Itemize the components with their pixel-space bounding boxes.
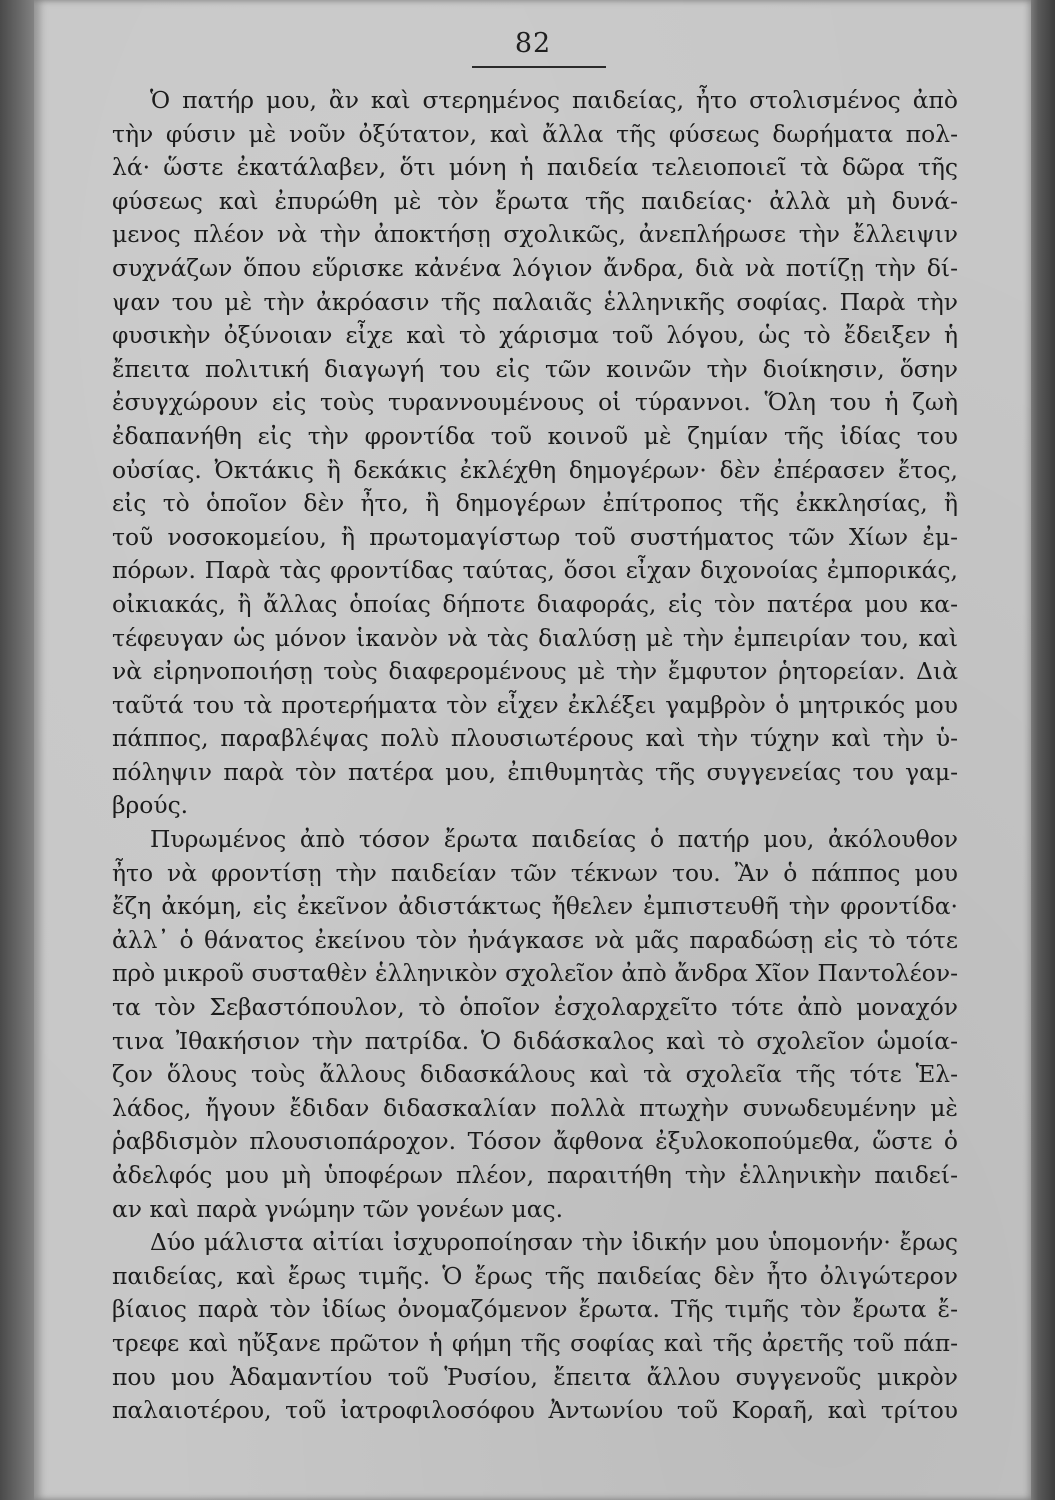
scan-left-edge: [0, 0, 38, 1500]
text-line: τα τὸν Σεβαστόπουλον, τὸ ὁποῖον ἐσχολαρχεῖτο τότε ἀπὸ μοναχόν: [112, 993, 958, 1022]
text-line: ζον ὅλους τοὺς ἄλλους διδασκάλους καὶ τὰ σχολεῖα τῆς τότε Ἑλ-: [112, 1060, 958, 1089]
text-line: πρὸ μικροῦ συσταθὲν ἑλληνικὸν σχολεῖον ἀπὸ ἄνδρα Χῖον Παντολέον-: [112, 959, 958, 988]
text-line: Δύο μάλιστα αἰτίαι ἰσχυροποίησαν τὴν ἰδικήν μου ὑπομονήν· ἔρως: [150, 1228, 958, 1257]
text-line: μενος πλέον νὰ τὴν ἀποκτήσῃ σχολικῶς, ἀνεπλήρωσε τὴν ἔλλειψιν: [112, 220, 958, 249]
text-line: παλαιοτέρου, τοῦ ἰατροφιλοσόφου Ἀντωνίου τοῦ Κοραῆ, καὶ τρίτου: [112, 1396, 958, 1425]
text-line: τὴν φύσιν μὲ νοῦν ὀξύτατον, καὶ ἄλλα τῆς φύσεως δωρήματα πολ-: [112, 119, 958, 148]
text-line: ἀδελφός μου μὴ ὑποφέρων πλέον, παραιτήθη τὴν ἑλληνικὴν παιδεί-: [112, 1161, 958, 1189]
text-line: νὰ εἰρηνοποιήσῃ τοὺς διαφερομένους μὲ τὴν ἔμφυτον ῥητορείαν. Διὰ: [112, 657, 958, 686]
text-line: βίαιος παρὰ τὸν ἰδίως ὀνομαζόμενον ἔρωτα. Τῆς τιμῆς τὸν ἔρωτα ἔ-: [112, 1295, 958, 1324]
text-line: ἐδαπανήθη εἰς τὴν φροντίδα τοῦ κοινοῦ μὲ ζημίαν τῆς ἰδίας του: [112, 421, 958, 450]
text-line: πάππος, παραβλέψας πολὺ πλουσιωτέρους καὶ τὴν τύχην καὶ τὴν ὑ-: [112, 724, 958, 753]
page-number: 82: [514, 28, 552, 59]
text-line: φυσικὴν ὀξύνοιαν εἶχε καὶ τὸ χάρισμα τοῦ λόγου, ὡς τὸ ἔδειξεν ἡ: [112, 321, 958, 350]
text-line: Ὁ πατήρ μου, ἂν καὶ στερημένος παιδείας, ἦτο στολισμένος ἀπὸ: [150, 86, 958, 114]
text-line: ἔζη ἀκόμη, εἰς ἐκεῖνον ἀδιστάκτως ἤθελεν ἐμπιστευθῆ τὴν φροντίδα·: [112, 892, 958, 921]
text-line: τοῦ νοσοκομείου, ἢ πρωτομαγίστωρ τοῦ συστήματος τῶν Χίων ἐμ-: [112, 522, 958, 551]
text-line: λά· ὥστε ἐκατάλαβεν, ὅτι μόνη ἡ παιδεία τελειοποιεῖ τὰ δῶρα τῆς: [112, 153, 958, 182]
text-line: πόρων. Παρὰ τὰς φροντίδας ταύτας, ὅσοι εἶχαν διχονοίας ἐμπορικάς,: [112, 556, 958, 585]
text-line: ἔπειτα πολιτική διαγωγή του εἰς τῶν κοινῶν τὴν διοίκησιν, ὅσην: [112, 354, 958, 383]
text-line: ψαν του μὲ τὴν ἀκρόασιν τῆς παλαιᾶς ἑλληνικῆς σοφίας. Παρὰ τὴν: [112, 287, 958, 316]
text-line: οἰκιακάς, ἢ ἄλλας ὁποίας δήποτε διαφοράς, εἰς τὸν πατέρα μου κα-: [112, 589, 958, 618]
header-rule: [472, 66, 606, 68]
text-line: τρεφε καὶ ηὔξανε πρῶτον ἡ φήμη τῆς σοφίας καὶ τῆς ἀρετῆς τοῦ πάπ-: [112, 1328, 958, 1357]
text-line: ἐσυγχώρουν εἰς τοὺς τυραννουμένους οἱ τύραννοι. Ὅλη του ἡ ζωὴ: [112, 388, 958, 417]
text-line: συχνάζων ὅπου εὕρισκε κἀνένα λόγιον ἄνδρα, διὰ νὰ ποτίζῃ τὴν δί-: [112, 253, 958, 282]
text-line: βρούς.: [112, 791, 189, 820]
text-line: παιδείας, καὶ ἔρως τιμῆς. Ὁ ἔρως τῆς παιδείας δὲν ἦτο ὀλιγώτερον: [112, 1261, 958, 1290]
text-line: που μου Ἀδαμαντίου τοῦ Ῥυσίου, ἔπειτα ἄλλου συγγενοῦς μικρὸν: [112, 1362, 958, 1391]
text-line: ῥαβδισμὸν πλουσιοπάροχον. Τόσον ἄφθονα ἐξυλοκοπούμεθα, ὥστε ὁ: [112, 1127, 958, 1156]
text-line: τινα Ἰθακήσιον τὴν πατρίδα. Ὁ διδάσκαλος καὶ τὸ σχολεῖον ὡμοία-: [112, 1026, 958, 1055]
text-line: οὐσίας. Ὀκτάκις ἢ δεκάκις ἐκλέχθη δημογέρων· δὲν ἐπέρασεν ἔτος,: [112, 455, 958, 484]
text-line: φύσεως καὶ ἐπυρώθη μὲ τὸν ἔρωτα τῆς παιδείας· ἀλλὰ μὴ δυνά-: [112, 186, 958, 215]
text-line: εἰς τὸ ὁποῖον δὲν ἦτο, ἢ δημογέρων ἐπίτροπος τῆς ἐκκλησίας, ἢ: [112, 489, 958, 518]
body-text: [112, 84, 958, 1428]
scan-right-edge: [1031, 0, 1055, 1500]
text-line: τέφευγαν ὡς μόνον ἱκανὸν νὰ τὰς διαλύσῃ μὲ τὴν ἐμπειρίαν του, καὶ: [112, 623, 958, 652]
text-line: ταῦτά του τὰ προτερήματα τὸν εἶχεν ἐκλέξει γαμβρὸν ὁ μητρικός μου: [112, 690, 958, 719]
text-line: ἦτο νὰ φροντίσῃ τὴν παιδείαν τῶν τέκνων του. Ἂν ὁ πάππος μου: [112, 858, 958, 887]
text-line: Πυρωμένος ἀπὸ τόσον ἔρωτα παιδείας ὁ πατήρ μου, ἀκόλουθον: [150, 825, 958, 854]
text-line: λάδος, ἤγουν ἔδιδαν διδασκαλίαν πολλὰ πτωχὴν συνωδευμένην μὲ: [112, 1093, 958, 1122]
text-line: ἀλλ᾽ ὁ θάνατος ἐκείνου τὸν ἠνάγκασε νὰ μᾶς παραδώσῃ εἰς τὸ τότε: [112, 925, 958, 954]
book-page: [34, 0, 1032, 1500]
text-line: πόληψιν παρὰ τὸν πατέρα μου, ἐπιθυμητὰς τῆς συγγενείας του γαμ-: [112, 757, 958, 786]
text-line: αν καὶ παρὰ γνώμην τῶν γονέων μας.: [112, 1194, 564, 1223]
